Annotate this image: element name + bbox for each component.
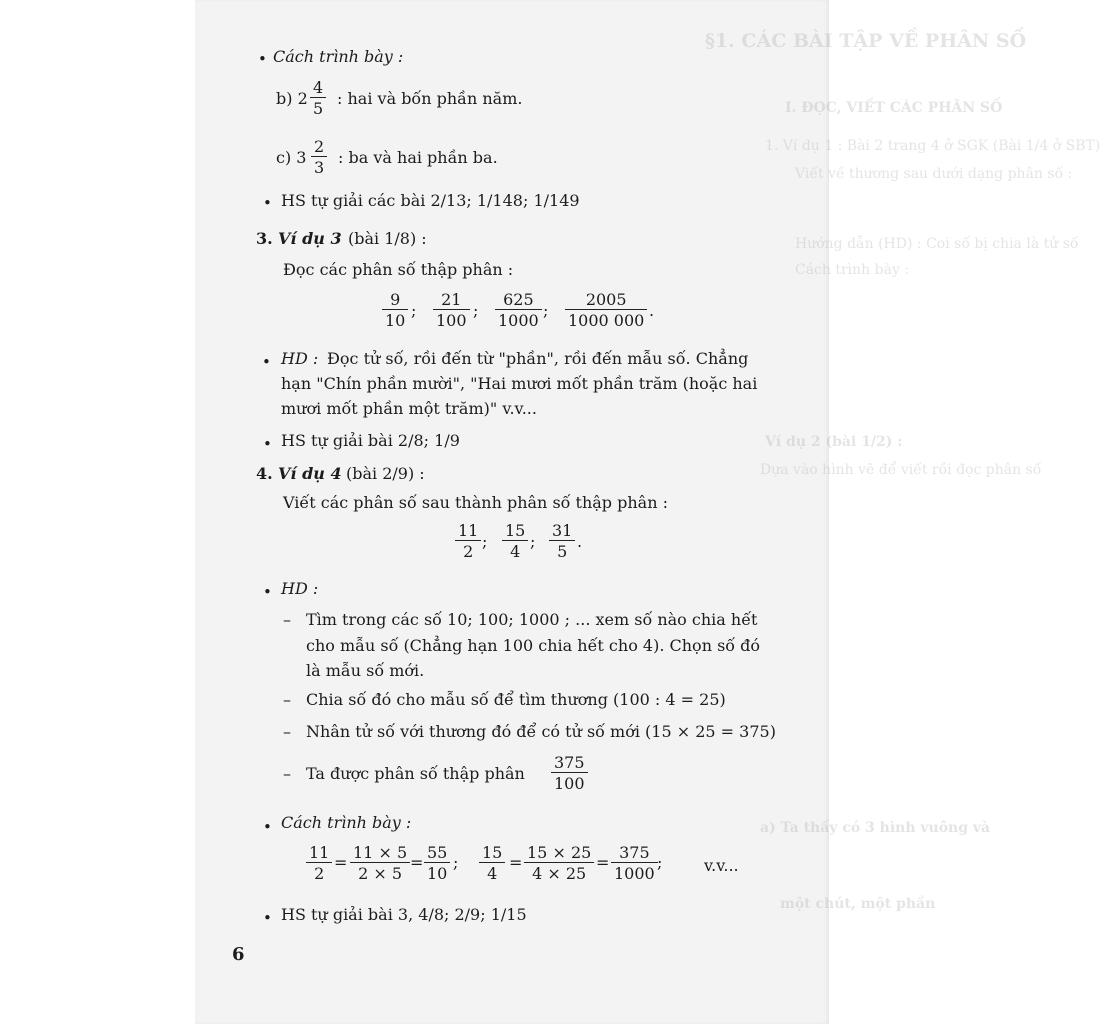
bleed-through-line: Cách trình bày : xyxy=(795,262,910,278)
step-text: Chia số đó cho mẫu số để tìm thương (100 : 4 = 25) xyxy=(306,690,726,709)
fraction-2005-1000000: $\frac{2005}{1000 000}$ xyxy=(565,290,647,330)
equals-sign: = xyxy=(596,853,610,872)
hint-label: HD : xyxy=(281,579,319,598)
instruction-line: Đọc các phân số thập phân : xyxy=(283,260,514,279)
step-text: Nhân tử số với thương đó để có tử số mới (15 × 25 = 375) xyxy=(306,722,776,741)
bleed-through-line: Ví dụ 2 (bài 1/2) : xyxy=(765,434,903,450)
dash-icon: – xyxy=(283,610,291,629)
fraction-11-2: $\frac{11}{2}$ xyxy=(306,843,332,883)
bullet-icon: • xyxy=(263,435,272,453)
page-number: 6 xyxy=(232,944,245,965)
fraction-9-10: $\frac{9}{10}$ xyxy=(382,290,408,330)
example-3-ref: (bài 1/8) : xyxy=(348,229,427,248)
bleed-through-line: Viết về thương sau dưới dạng phân số : xyxy=(795,166,1073,182)
hint-text: hạn "Chín phần mười", "Hai mươi mốt phần trăm (hoặc hai xyxy=(281,374,758,393)
bullet-icon: • xyxy=(263,194,272,212)
step-text: Tìm trong các số 10; 100; 1000 ; ... xem số nào chia hết xyxy=(306,610,758,629)
dash-icon: – xyxy=(283,690,291,709)
semicolon: ; xyxy=(543,301,549,320)
bleed-through-line: 1. Ví dụ 1 : Bài 2 trang 4 ở SGK (Bài 1/4 ở SBT) xyxy=(765,138,1100,154)
semicolon: ; xyxy=(657,853,663,872)
fraction-31-5: $\frac{31}{5}$ xyxy=(549,521,575,561)
bleed-through-line: I. ĐỌC, VIẾT CÁC PHÂN SỐ xyxy=(785,100,1003,116)
example-3-title: Ví dụ 3 xyxy=(278,229,342,248)
semicolon: ; xyxy=(482,532,488,551)
dash-icon: – xyxy=(283,764,291,783)
bullet-icon: • xyxy=(263,818,272,836)
fraction-2-3: $\frac{2}{3}$ xyxy=(311,137,327,177)
equals-sign: = xyxy=(509,853,523,872)
bullet-icon: • xyxy=(263,583,272,601)
hint-text: mươi mốt phần một trăm)" v.v... xyxy=(281,399,537,418)
fraction-375-100: $\frac{375}{100}$ xyxy=(551,753,588,793)
semicolon: ; xyxy=(411,301,417,320)
dash-icon: – xyxy=(283,722,291,741)
fraction-15-4: $\frac{15}{4}$ xyxy=(502,521,528,561)
self-exercise-line: HS tự giải bài 2/8; 1/9 xyxy=(281,431,460,450)
semicolon: ; xyxy=(530,532,536,551)
item-b-prefix: b) 2 xyxy=(276,89,308,108)
bullet-icon: • xyxy=(258,50,267,68)
hint-label: HD : xyxy=(281,349,319,368)
fraction-15x25-4x25: $\frac{15 \times 25}{4 \times 25}$ xyxy=(524,843,594,883)
bleed-through-line: Dựa vào hình vẽ để viết rồi đọc phân số xyxy=(760,462,1042,478)
item-c-text: : ba và hai phần ba. xyxy=(338,148,498,167)
step-text: Ta được phân số thập phân xyxy=(306,764,525,783)
item-b-text: : hai và bốn phần năm. xyxy=(337,89,523,108)
fraction-11x5-2x5: $\frac{11 \times 5}{2 \times 5}$ xyxy=(350,843,410,883)
fraction-21-100: $\frac{21}{100}$ xyxy=(433,290,470,330)
self-exercise-line: HS tự giải các bài 2/13; 1/148; 1/149 xyxy=(281,191,580,210)
self-exercise-line: HS tự giải bài 3, 4/8; 2/9; 1/15 xyxy=(281,905,527,924)
fraction-11-2: $\frac{11}{2}$ xyxy=(455,521,481,561)
bullet-icon: • xyxy=(263,909,272,927)
fraction-4-5: $\frac{4}{5}$ xyxy=(310,78,326,118)
heading-presentation: Cách trình bày : xyxy=(281,813,412,832)
example-4-ref: (bài 2/9) : xyxy=(346,464,425,483)
hint-text: Đọc tử số, rồi đến từ "phần", rồi đến mẫu số. Chẳng xyxy=(327,349,749,368)
equals-sign: = xyxy=(334,853,348,872)
bleed-through-line: một chút, một phần xyxy=(780,896,936,912)
semicolon: ; xyxy=(453,853,459,872)
bleed-through-line: Hướng dẫn (HD) : Coi số bị chia là tử số xyxy=(795,236,1079,252)
etc-text: v.v... xyxy=(704,856,739,875)
instruction-line: Viết các phân số sau thành phân số thập phân : xyxy=(283,493,668,512)
step-text: là mẫu số mới. xyxy=(306,661,425,680)
fraction-55-10: $\frac{55}{10}$ xyxy=(424,843,450,883)
heading-presentation: Cách trình bày : xyxy=(273,47,404,66)
section-number-3: 3. xyxy=(256,229,273,248)
bleed-through-title: §1. CÁC BÀI TẬP VỀ PHÂN SỐ xyxy=(705,30,1027,52)
bullet-icon: • xyxy=(262,353,271,371)
period: . xyxy=(649,301,655,320)
item-c-prefix: c) 3 xyxy=(276,148,307,167)
equals-sign: = xyxy=(410,853,424,872)
bleed-through-line: a) Ta thấy có 3 hình vuông và xyxy=(760,820,991,836)
section-number-4: 4. xyxy=(256,464,273,483)
period: . xyxy=(577,532,583,551)
example-4-title: Ví dụ 4 xyxy=(278,464,342,483)
step-text: cho mẫu số (Chẳng hạn 100 chia hết cho 4). Chọn số đó xyxy=(306,636,761,655)
fraction-625-1000: $\frac{625}{1000}$ xyxy=(495,290,542,330)
semicolon: ; xyxy=(473,301,479,320)
fraction-15-4: $\frac{15}{4}$ xyxy=(479,843,505,883)
fraction-375-1000: $\frac{375}{1000}$ xyxy=(611,843,658,883)
